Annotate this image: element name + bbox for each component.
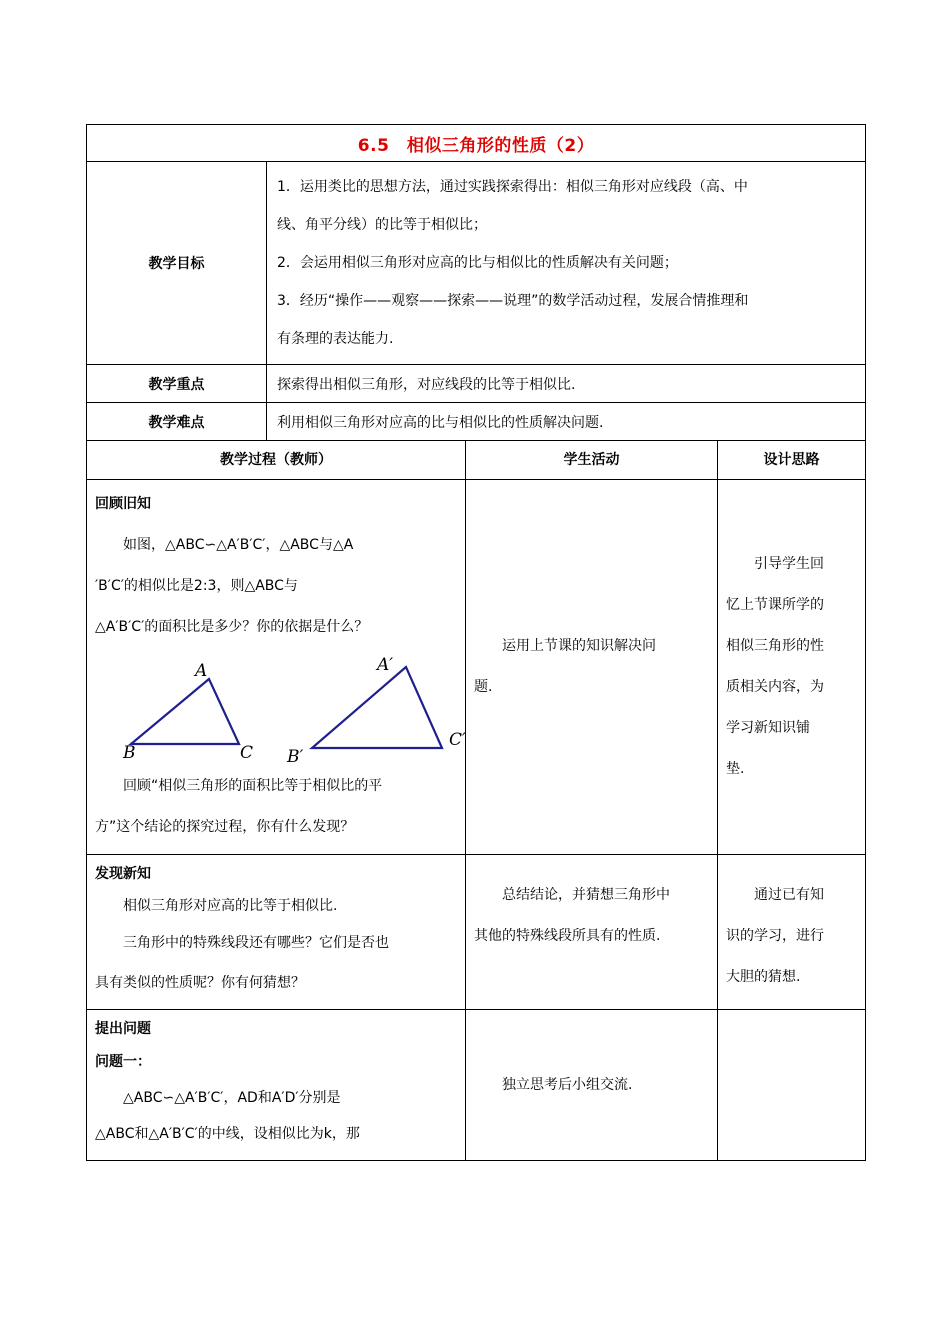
design-line: 垫. xyxy=(726,761,745,777)
section-heading: 发现新知 xyxy=(95,866,151,882)
section-line: △ABC∽△A′B′C′，AD和A′D′分别是 xyxy=(123,1090,341,1106)
triangle-figure xyxy=(95,648,466,767)
goal-line: 有条理的表达能力. xyxy=(277,331,394,347)
design-line: 学习新知识铺 xyxy=(726,720,810,736)
discover-teacher xyxy=(87,855,466,1010)
student-line: 其他的特殊线段所具有的性质. xyxy=(474,928,661,944)
discover-design xyxy=(718,855,866,1010)
key-point-label: 教学重点 xyxy=(87,365,267,403)
question-teacher xyxy=(87,1010,466,1161)
section-line: 相似三角形对应高的比等于相似比. xyxy=(123,898,338,914)
section-line: ′B′C′的相似比是2:3，则△ABC与 xyxy=(95,578,298,594)
section-line: 回顾“相似三角形的面积比等于相似比的平 xyxy=(123,778,383,794)
design-line: 质相关内容，为 xyxy=(726,679,824,695)
section-line: 方”这个结论的探究过程，你有什么发现？ xyxy=(95,819,355,835)
design-line: 引导学生回 xyxy=(754,556,824,572)
label-a-prime: A′ xyxy=(377,655,394,675)
similar-triangles-diagram xyxy=(95,648,466,767)
section-heading: 提出问题 xyxy=(95,1021,151,1037)
goals-content xyxy=(267,162,866,365)
design-line: 通过已有知 xyxy=(754,887,824,903)
goal-line: 线、角平分线）的比等于相似比； xyxy=(277,217,487,233)
label-b-prime: B′ xyxy=(287,747,304,767)
difficulty-text: 利用相似三角形对应高的比与相似比的性质解决问题. xyxy=(267,403,866,441)
column-header-design: 设计思路 xyxy=(718,441,866,480)
section-line: △ABC和△A′B′C′的中线，设相似比为k，那 xyxy=(95,1126,360,1142)
column-header-student: 学生活动 xyxy=(466,441,718,480)
page-title: 6.5 相似三角形的性质（2） xyxy=(87,125,866,162)
section-line: △A′B′C′的面积比是多少？你的依据是什么？ xyxy=(95,619,369,635)
design-line: 识的学习，进行 xyxy=(726,928,824,944)
student-line: 题. xyxy=(474,679,493,695)
label-b: B xyxy=(123,743,136,763)
section-line: 如图，△ABC∽△A′B′C′，△ABC与△A xyxy=(123,537,354,553)
student-line: 独立思考后小组交流. xyxy=(502,1076,633,1093)
student-line: 运用上节课的知识解决问 xyxy=(502,638,656,654)
label-c-prime: C′ xyxy=(449,730,466,750)
section-heading: 回顾旧知 xyxy=(95,496,151,512)
label-c: C xyxy=(240,743,254,763)
review-design xyxy=(718,480,866,855)
question-design xyxy=(718,1010,866,1161)
goal-line: 2．会运用相似三角形对应高的比与相似比的性质解决有关问题； xyxy=(277,255,678,271)
section-line: 具有类似的性质呢？你有何猜想？ xyxy=(95,975,305,991)
student-line: 总结结论，并猜想三角形中 xyxy=(502,887,670,903)
difficulty-label: 教学难点 xyxy=(87,403,267,441)
review-teacher xyxy=(87,480,466,855)
triangle-abc xyxy=(131,679,239,744)
section-line: 三角形中的特殊线段还有哪些？它们是否也 xyxy=(123,935,389,951)
lesson-plan xyxy=(86,124,865,1161)
design-line: 忆上节课所学的 xyxy=(726,597,824,613)
review-student xyxy=(466,480,718,855)
discover-student xyxy=(466,855,718,1010)
question-student xyxy=(466,1010,718,1161)
goals-label: 教学目标 xyxy=(87,162,267,365)
column-header-teacher: 教学过程（教师） xyxy=(87,441,466,480)
lesson-table xyxy=(86,124,866,1161)
label-a: A xyxy=(195,661,208,681)
design-line: 相似三角形的性 xyxy=(726,638,824,654)
triangle-a-prime-b-prime-c-prime xyxy=(312,667,442,748)
goal-line: 3．经历“操作——观察——探索——说理”的数学活动过程，发展合情推理和 xyxy=(277,293,749,309)
goal-line: 1．运用类比的思想方法，通过实践探索得出：相似三角形对应线段（高、中 xyxy=(277,179,748,195)
section-subheading: 问题一： xyxy=(95,1054,151,1070)
design-line: 大胆的猜想. xyxy=(726,969,801,985)
key-point-text: 探索得出相似三角形，对应线段的比等于相似比. xyxy=(267,365,866,403)
